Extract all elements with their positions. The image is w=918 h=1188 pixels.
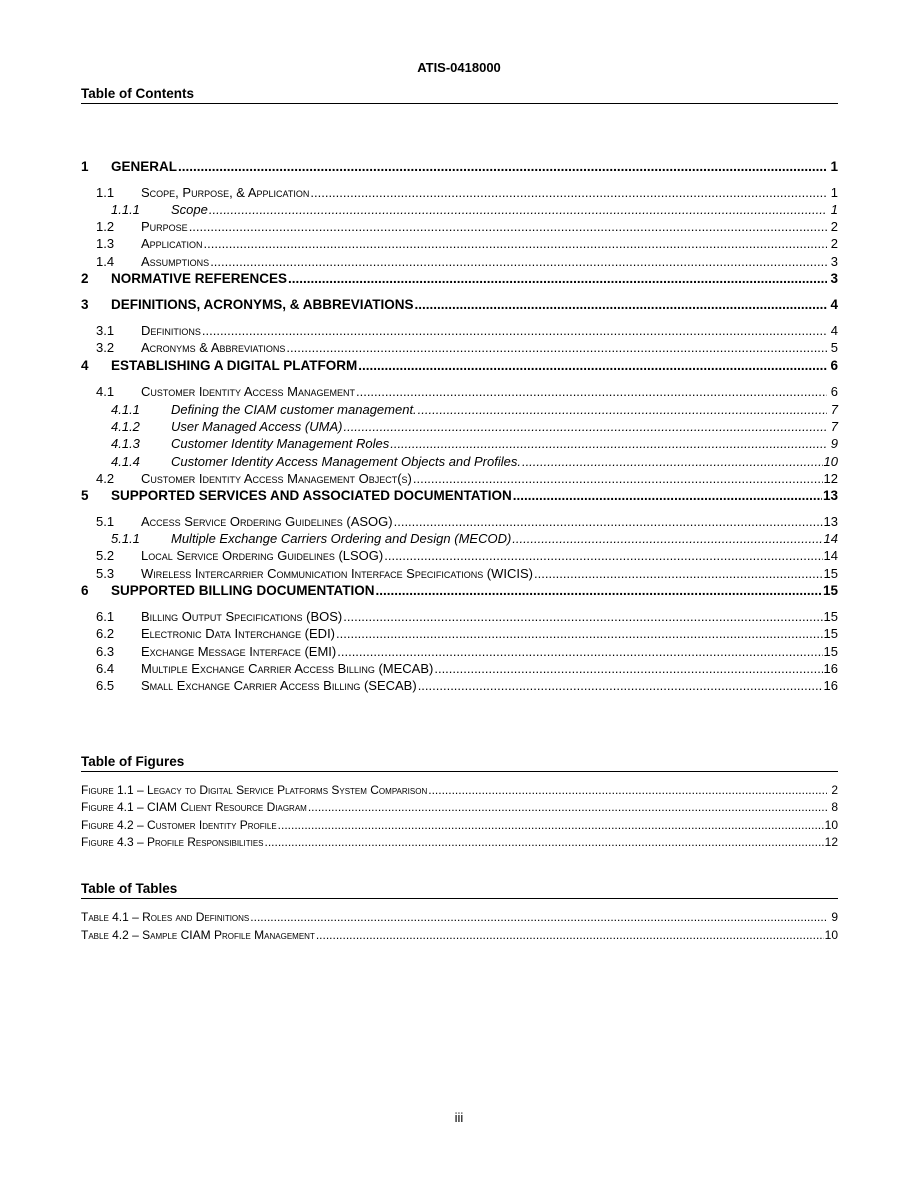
entry-number: 5.1.1 xyxy=(111,531,140,546)
entry-page-number: 15 xyxy=(823,626,838,641)
entry-title: SUPPORTED BILLING DOCUMENTATION xyxy=(111,583,375,598)
entry-page-number: 1 xyxy=(830,185,838,200)
entry-page-number: 10 xyxy=(824,818,838,832)
entry-number: 6.4 xyxy=(96,661,115,676)
entry-title: Local Service Ordering Guidelines (LSOG) xyxy=(141,548,384,563)
dot-leader xyxy=(336,626,823,641)
toc-entry[interactable] xyxy=(81,488,838,503)
toc-entry[interactable] xyxy=(81,514,838,529)
dot-leader xyxy=(343,419,827,434)
entry-page-number: 9 xyxy=(830,436,838,451)
toc-entry[interactable] xyxy=(81,436,838,451)
dot-leader xyxy=(434,661,822,676)
entry-title: Small Exchange Carrier Access Billing (SECAB) xyxy=(141,678,417,693)
entry-number: 1.1 xyxy=(96,185,115,200)
dot-leader xyxy=(204,236,827,251)
entry-page-number: 16 xyxy=(823,661,838,676)
entry-title: Customer Identity Management Roles xyxy=(171,436,390,451)
dot-leader xyxy=(210,254,827,269)
entry-title: Table 4.1 – Roles and Definitions xyxy=(81,910,250,924)
entry-number: 5.3 xyxy=(96,566,115,581)
toc-entry[interactable] xyxy=(81,548,838,563)
entry-number: 4.1.1 xyxy=(111,402,140,417)
entry-page-number: 14 xyxy=(823,548,838,563)
toc-entry[interactable] xyxy=(81,297,838,312)
dot-leader xyxy=(415,297,827,312)
entry-page-number: 13 xyxy=(822,488,838,503)
toc-heading: Table of Contents xyxy=(81,86,838,104)
entry-title: User Managed Access (UMA) xyxy=(171,419,343,434)
entry-page-number: 5 xyxy=(830,340,838,355)
toc-entry[interactable] xyxy=(81,835,838,850)
toc-entry[interactable] xyxy=(81,609,838,624)
entry-title: GENERAL xyxy=(111,159,178,174)
figures-heading: Table of Figures xyxy=(81,754,838,772)
entry-number: 4.1.3 xyxy=(111,436,140,451)
entry-page-number: 10 xyxy=(823,454,838,469)
entry-number: 6.2 xyxy=(96,626,115,641)
toc-entry[interactable] xyxy=(81,644,838,659)
entry-title: Wireless Intercarrier Communication Interface Specifications (WICIS) xyxy=(141,566,534,581)
toc-entry[interactable] xyxy=(81,678,838,693)
dot-leader xyxy=(337,644,822,659)
dot-leader xyxy=(202,323,827,338)
entry-title: Application xyxy=(141,236,203,251)
entry-title: Figure 1.1 – Legacy to Digital Service Platforms System Comparison xyxy=(81,783,428,797)
entry-title: DEFINITIONS, ACRONYMS, & ABBREVIATIONS xyxy=(111,297,414,312)
entry-number: 6.1 xyxy=(96,609,115,624)
dot-leader xyxy=(428,783,827,798)
entry-page-number: 2 xyxy=(831,783,838,797)
dot-leader xyxy=(308,800,827,815)
entry-number: 1.3 xyxy=(96,236,115,251)
entry-number: 3 xyxy=(81,297,89,312)
entry-page-number: 8 xyxy=(831,800,838,814)
dot-leader xyxy=(534,566,823,581)
toc-entry[interactable] xyxy=(81,531,838,546)
toc-entry[interactable] xyxy=(81,471,838,486)
toc-entry[interactable] xyxy=(81,323,838,338)
entry-title: Customer Identity Access Management Objects and Profiles. xyxy=(171,454,521,469)
dot-leader xyxy=(513,488,822,503)
toc-entry[interactable] xyxy=(81,783,838,798)
entry-number: 6.3 xyxy=(96,644,115,659)
dot-leader xyxy=(343,609,822,624)
entry-page-number: 6 xyxy=(830,384,838,399)
entry-page-number: 7 xyxy=(830,402,838,417)
entry-title: Customer Identity Access Management xyxy=(141,384,355,399)
entry-page-number: 12 xyxy=(824,835,838,849)
entry-page-number: 15 xyxy=(823,609,838,624)
entry-title: Table 4.2 – Sample CIAM Profile Management xyxy=(81,928,315,942)
entry-page-number: 16 xyxy=(823,678,838,693)
entry-number: 4 xyxy=(81,358,89,373)
entry-page-number: 4 xyxy=(830,297,838,312)
dot-leader xyxy=(310,185,827,200)
entry-number: 1 xyxy=(81,159,89,174)
entry-title: Definitions xyxy=(141,323,201,338)
entry-number: 5.2 xyxy=(96,548,115,563)
entry-page-number: 13 xyxy=(823,514,838,529)
entry-title: Figure 4.2 – Customer Identity Profile xyxy=(81,818,277,832)
entry-number: 2 xyxy=(81,271,89,286)
entry-title: Acronyms & Abbreviations xyxy=(141,340,286,355)
dot-leader xyxy=(209,202,827,217)
entry-page-number: 10 xyxy=(824,928,838,942)
toc-entry[interactable] xyxy=(81,661,838,676)
toc-entry[interactable] xyxy=(81,910,838,925)
dot-leader xyxy=(288,271,827,286)
dot-leader xyxy=(390,436,827,451)
toc-entry[interactable] xyxy=(81,254,838,269)
entry-title: NORMATIVE REFERENCES xyxy=(111,271,288,286)
entry-page-number: 2 xyxy=(830,236,838,251)
entry-title: Purpose xyxy=(141,219,188,234)
entry-number: 3.2 xyxy=(96,340,115,355)
dot-leader xyxy=(376,583,822,598)
entry-title: Defining the CIAM customer management. xyxy=(171,402,417,417)
toc-entry[interactable] xyxy=(81,236,838,251)
entry-title: Access Service Ordering Guidelines (ASOG) xyxy=(141,514,393,529)
entry-title: Billing Output Specifications (BOS) xyxy=(141,609,343,624)
dot-leader xyxy=(278,818,824,833)
entry-title: SUPPORTED SERVICES AND ASSOCIATED DOCUMENTATION xyxy=(111,488,512,503)
entry-page-number: 1 xyxy=(830,159,838,174)
toc-entry[interactable] xyxy=(81,419,838,434)
dot-leader xyxy=(286,340,827,355)
toc-entry[interactable] xyxy=(81,566,838,581)
page-number: iii xyxy=(454,1110,464,1125)
dot-leader xyxy=(250,910,827,925)
tables-heading: Table of Tables xyxy=(81,881,838,899)
dot-leader xyxy=(413,471,823,486)
entry-title: Exchange Message Interface (EMI) xyxy=(141,644,337,659)
entry-title: Electronic Data Interchange (EDI) xyxy=(141,626,336,641)
toc-entry[interactable] xyxy=(81,271,838,286)
entry-number: 4.2 xyxy=(96,471,115,486)
toc-entry[interactable] xyxy=(81,202,838,217)
entry-page-number: 15 xyxy=(822,583,838,598)
toc-entry[interactable] xyxy=(81,583,838,598)
dot-leader xyxy=(265,835,824,850)
entry-page-number: 3 xyxy=(830,271,838,286)
toc-entry[interactable] xyxy=(81,626,838,641)
toc-entry[interactable] xyxy=(81,219,838,234)
toc-entry[interactable] xyxy=(81,185,838,200)
entry-page-number: 14 xyxy=(823,531,838,546)
entry-page-number: 9 xyxy=(831,910,838,924)
entry-page-number: 15 xyxy=(823,644,838,659)
entry-title: Assumptions xyxy=(141,254,210,269)
document-id: ATIS-0418000 xyxy=(417,60,501,75)
toc-entry[interactable] xyxy=(81,928,838,943)
entry-number: 6.5 xyxy=(96,678,115,693)
toc-entry[interactable] xyxy=(81,358,838,373)
entry-page-number: 6 xyxy=(830,358,838,373)
dot-leader xyxy=(418,678,823,693)
dot-leader xyxy=(394,514,823,529)
entry-number: 6 xyxy=(81,583,89,598)
dot-leader xyxy=(356,384,827,399)
entry-title: Scope, Purpose, & Application xyxy=(141,185,310,200)
dot-leader xyxy=(358,358,827,373)
toc-entry[interactable] xyxy=(81,818,838,833)
entry-number: 1.2 xyxy=(96,219,115,234)
entry-number: 1.1.1 xyxy=(111,202,140,217)
entry-page-number: 3 xyxy=(830,254,838,269)
dot-leader xyxy=(316,928,824,943)
dot-leader xyxy=(512,531,822,546)
entry-number: 1.4 xyxy=(96,254,115,269)
entry-title: Customer Identity Access Management Object(s) xyxy=(141,471,412,486)
entry-number: 4.1.2 xyxy=(111,419,140,434)
entry-page-number: 1 xyxy=(830,202,838,217)
entry-number: 3.1 xyxy=(96,323,115,338)
entry-title: Multiple Exchange Carrier Access Billing (MECAB) xyxy=(141,661,434,676)
entry-number: 5 xyxy=(81,488,89,503)
dot-leader xyxy=(189,219,827,234)
entry-title: ESTABLISHING A DIGITAL PLATFORM xyxy=(111,358,358,373)
toc-entry[interactable] xyxy=(81,340,838,355)
toc-entry[interactable] xyxy=(81,454,838,469)
entry-page-number: 15 xyxy=(823,566,838,581)
entry-number: 4.1 xyxy=(96,384,115,399)
entry-title: Figure 4.1 – CIAM Client Resource Diagram xyxy=(81,800,307,814)
entry-number: 4.1.4 xyxy=(111,454,140,469)
dot-leader xyxy=(384,548,822,563)
entry-page-number: 7 xyxy=(830,419,838,434)
dot-leader xyxy=(522,454,823,469)
dot-leader xyxy=(418,402,827,417)
entry-number: 5.1 xyxy=(96,514,115,529)
entry-title: Figure 4.3 – Profile Responsibilities xyxy=(81,835,264,849)
entry-page-number: 2 xyxy=(830,219,838,234)
entry-title: Multiple Exchange Carriers Ordering and Design (MECOD) xyxy=(171,531,512,546)
toc-entry[interactable] xyxy=(81,159,838,174)
toc-entry[interactable] xyxy=(81,402,838,417)
entry-title: Scope xyxy=(171,202,208,217)
entry-page-number: 12 xyxy=(823,471,838,486)
toc-entry[interactable] xyxy=(81,800,838,815)
dot-leader xyxy=(178,159,827,174)
toc-entry[interactable] xyxy=(81,384,838,399)
entry-page-number: 4 xyxy=(830,323,838,338)
